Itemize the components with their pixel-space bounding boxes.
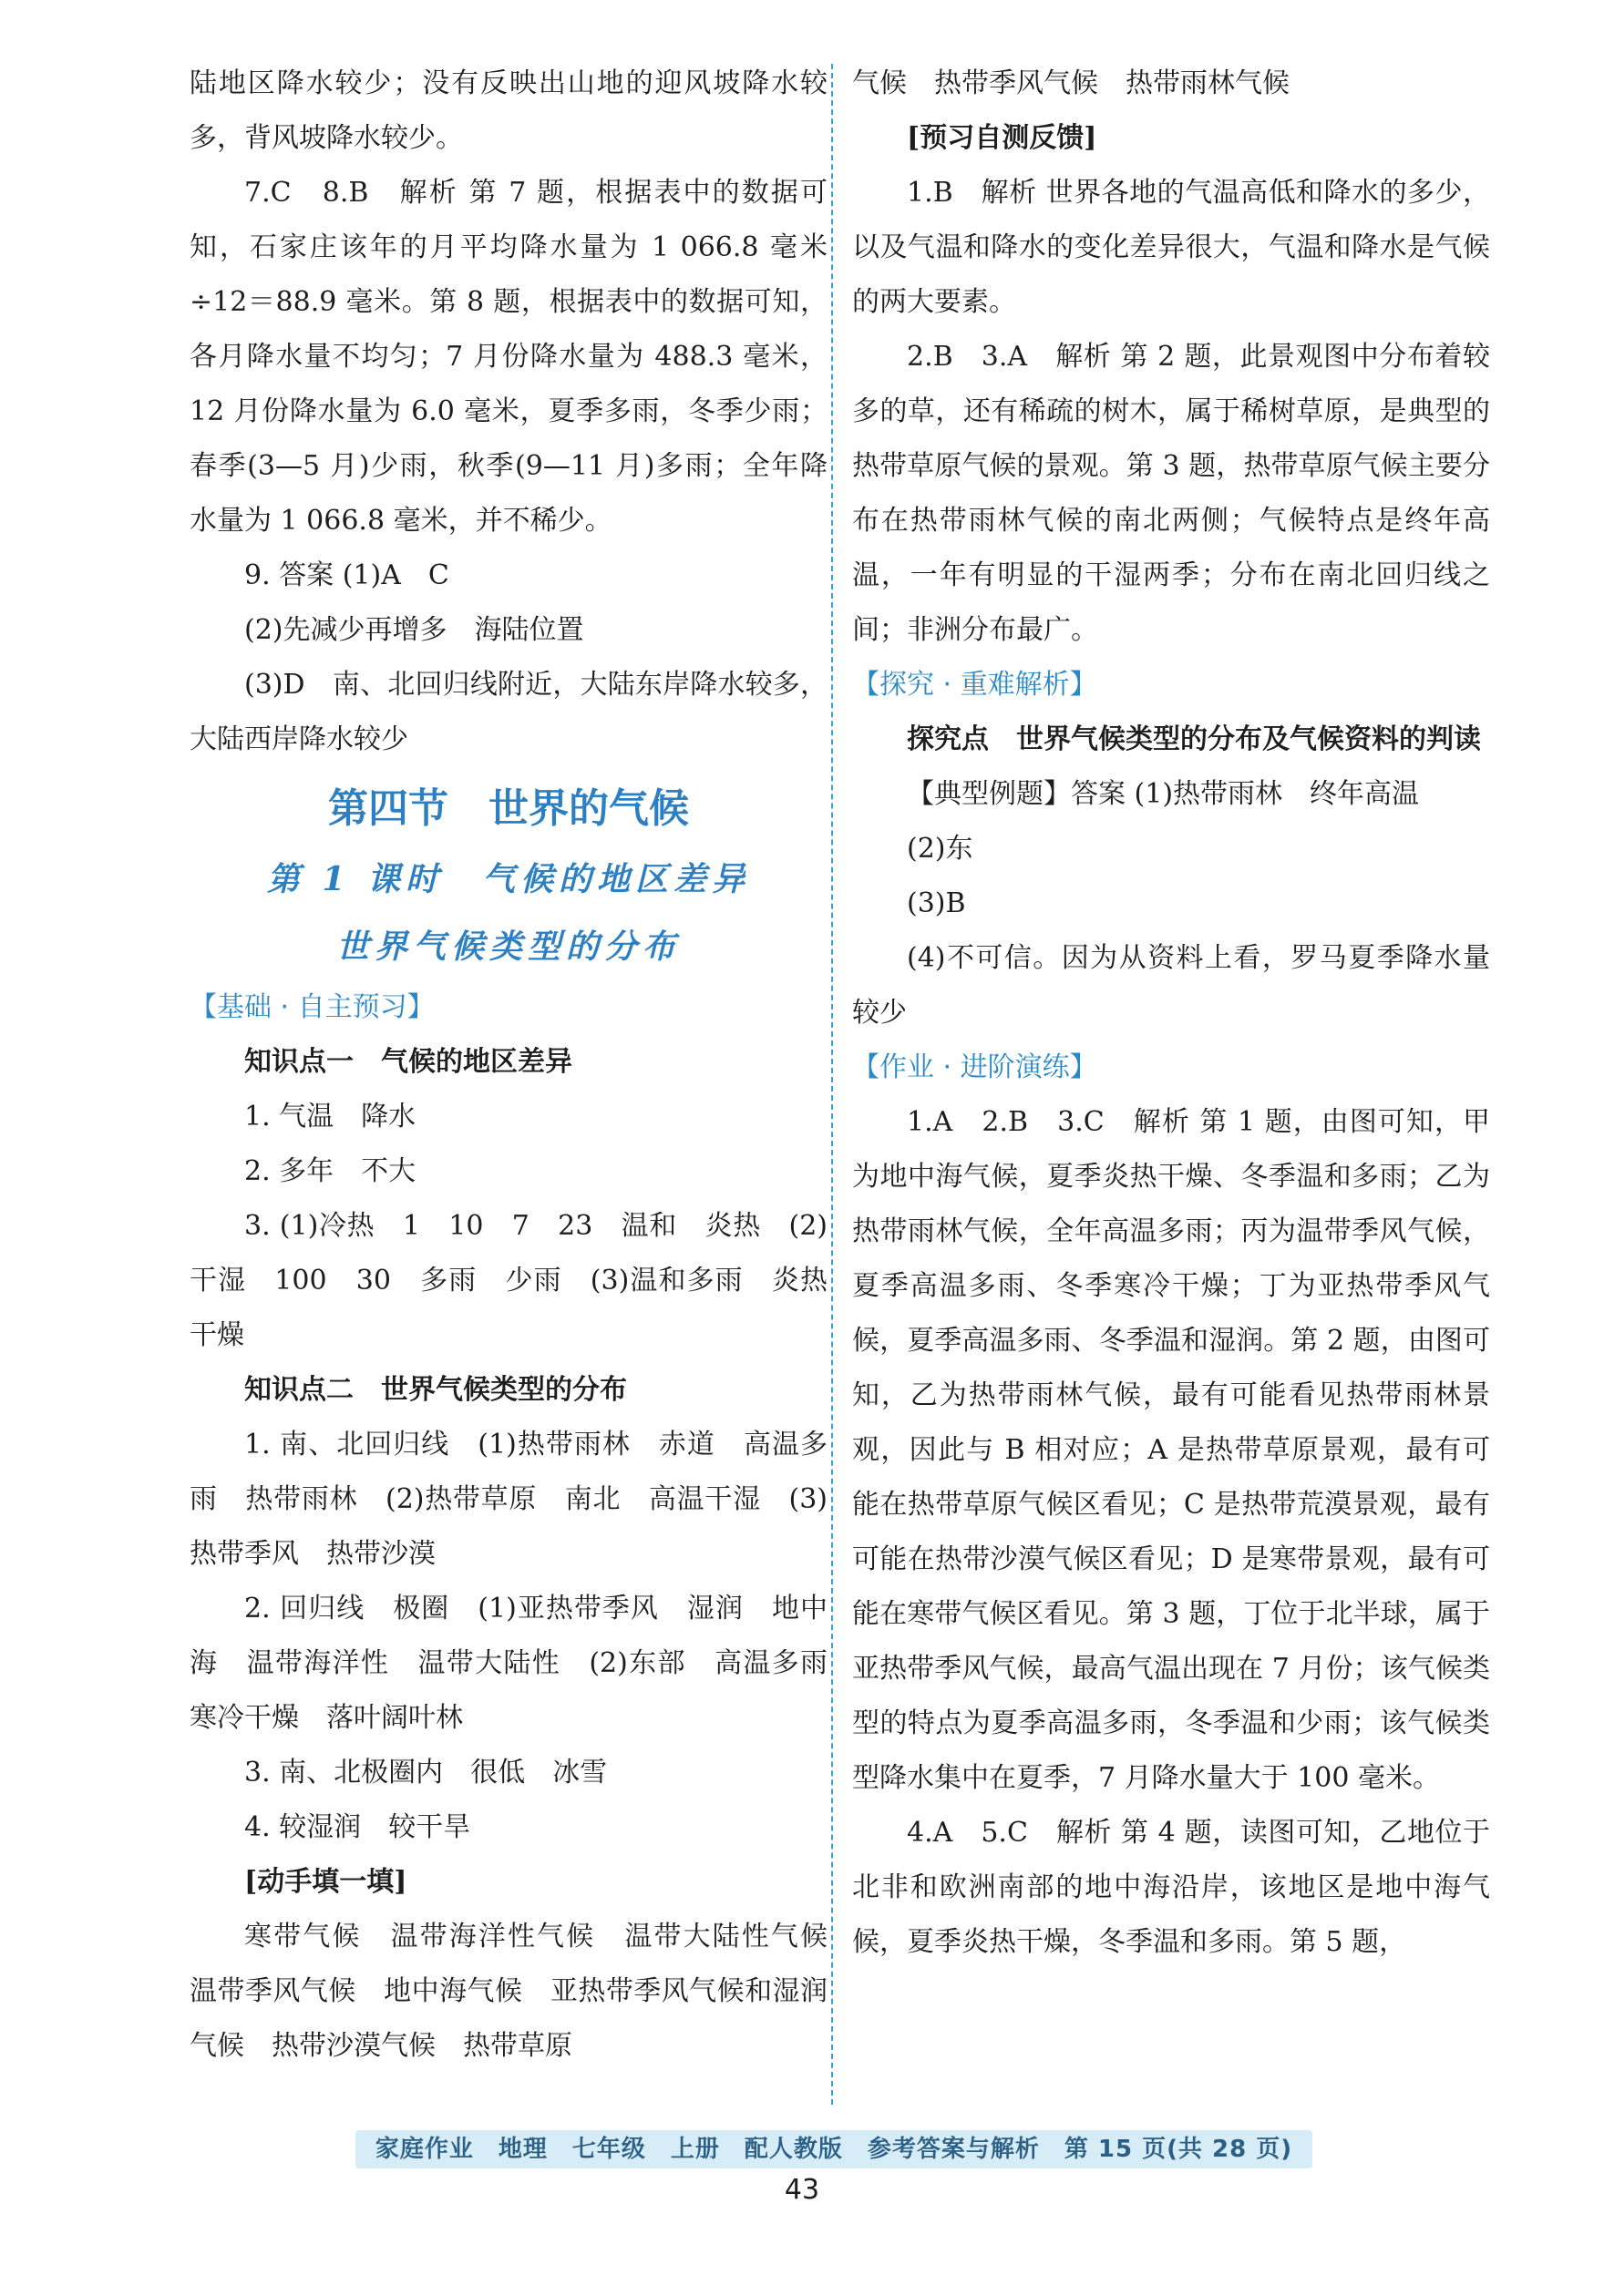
answer-item: 4.A 5.C 解析 第 4 题，读图可知，乙地位于北非和欧洲南部的地中海沿岸，该地区是地中海气候，夏季炎热干燥，冬季温和多雨。第 5 题， <box>852 1817 1490 1958</box>
answer-item: 1. 气温 降水 <box>244 1101 416 1133</box>
answer-text: (2)先减少再增多 海陆位置 <box>244 614 584 646</box>
answer-text: (3)D 南、北回归线附近，大陆东岸降水较多，大陆西岸降水较少 <box>190 669 828 755</box>
answer-text: 7.C 8.B 解析 第 7 题，根据表中的数据可知，石家庄该年的月平均降水量为 1 066.8 毫米÷12＝88.9 毫米。第 8 题，根据表中的数据可知，各月降水量不均匀；7 月份降水量为 488.3 毫米，12 月份降水量为 6.0 毫米，夏季多雨，冬季少雨；春季(3—5 月)少雨，秋季(9—11 月)多雨；全年降水量为 1 066.8 毫米，并不稀少。 <box>190 177 828 537</box>
left-column <box>190 56 855 2074</box>
answer-item: 1.A 2.B 3.C 解析 第 1 题，由图可知，甲为地中海气候，夏季炎热干燥、冬季温和多雨；乙为热带雨林气候，全年高温多雨；丙为温带季风气候，夏季高温多雨、冬季寒冷干燥；丁为亚热带季风气候，夏季高温多雨、冬季温和湿润。第 2 题，由图可知，乙为热带雨林气候，最有可能看见热带雨林景观，因此与 B 相对应；A 是热带草原景观，最有可能在热带草原气候区看见；C 是热带荒漠景观，最有可能在热带沙漠气候区看见；D 是寒带景观，最有可能在寒带气候区看见。第 3 题，丁位于北半球，属于亚热带季风气候，最高气温出现在 7 月份；该气候类型的特点为夏季高温多雨，冬季温和少雨；该气候类型降水集中在夏季，7 月降水量大于 100 毫米。 <box>852 1106 1490 1794</box>
knowledge-point-title: 知识点二 世界气候类型的分布 <box>244 1374 627 1406</box>
section-title: 第四节 世界的气候 <box>328 785 689 832</box>
answer-item: (2)东 <box>907 833 973 865</box>
feedback-title: [预习自测反馈] <box>907 122 1097 154</box>
section-tag-homework: 【作业 · 进阶演练】 <box>852 1051 1097 1083</box>
answer-item: 3. (1)冷热 1 10 7 23 温和 炎热 (2)干湿 100 30 多雨 少雨 (3)温和多雨 炎热干燥 <box>190 1210 828 1351</box>
answer-text: 气候 热带季风气候 热带雨林气候 <box>852 67 1290 99</box>
fill-in-title: [动手填一填] <box>244 1866 407 1898</box>
fill-in-answer: 寒带气候 温带海洋性气候 温带大陆性气候 温带季风气候 地中海气候 亚热带季风气候和湿润气候 热带沙漠气候 热带草原 <box>190 1921 855 2062</box>
lesson-subtitle: 世界气候类型的分布 <box>335 928 681 966</box>
answer-item: 2. 多年 不大 <box>244 1155 416 1187</box>
column-divider <box>831 64 833 2105</box>
answer-item: (4)不可信。因为从资料上看，罗马夏季降水量较少 <box>852 942 1490 1029</box>
example-answer: 【典型例题】答案 (1)热带雨林 终年高温 <box>907 778 1420 810</box>
page-number: 43 <box>784 2174 820 2206</box>
answer-item: 2.B 3.A 解析 第 2 题，此景观图中分布着较多的草，还有稀疏的树木，属于稀树草原，是典型的热带草原气候的景观。第 3 题，热带草原气候主要分布在热带雨林气候的南北两侧；气候特点是终年高温，一年有明显的干湿两季；分布在南北回归线之间；非洲分布最广。 <box>852 341 1490 646</box>
answer-text: 9. 答案 (1)A C <box>244 559 449 591</box>
section-tag-preview: 【基础 · 自主预习】 <box>190 991 435 1023</box>
answer-item: 1. 南、北回归线 (1)热带雨林 赤道 高温多雨 热带雨林 (2)热带草原 南北 高温干湿 (3)热带季风 热带沙漠 <box>190 1429 828 1570</box>
answer-item: 1.B 解析 世界各地的气温高低和降水的多少，以及气温和降水的变化差异很大，气温和降水是气候的两大要素。 <box>852 177 1490 318</box>
section-tag-explore: 【探究 · 重难解析】 <box>852 669 1097 701</box>
knowledge-point-title: 知识点一 气候的地区差异 <box>244 1046 572 1078</box>
answer-item: 2. 回归线 极圈 (1)亚热带季风 湿润 地中海 温带海洋性 温带大陆性 (2)东部 高温多雨 寒冷干燥 落叶阔叶林 <box>190 1593 855 1734</box>
explore-point-title: 探究点 世界气候类型的分布及气候资料的判读 <box>907 723 1481 755</box>
lesson-title: 第 1 课时 气候的地区差异 <box>266 860 751 898</box>
answer-item: 3. 南、北极圈内 很低 冰雪 <box>244 1757 608 1789</box>
right-column <box>852 56 1490 1970</box>
answer-item: (3)B <box>907 887 966 919</box>
answer-item: 4. 较湿润 较干旱 <box>244 1811 471 1843</box>
answer-text: 陆地区降水较少；没有反映出山地的迎风坡降水较多，背风坡降水较少。 <box>190 67 828 154</box>
page-footer: 家庭作业 地理 七年级 上册 配人教版 参考答案与解析 第 15 页(共 28 页) <box>355 2130 1312 2168</box>
